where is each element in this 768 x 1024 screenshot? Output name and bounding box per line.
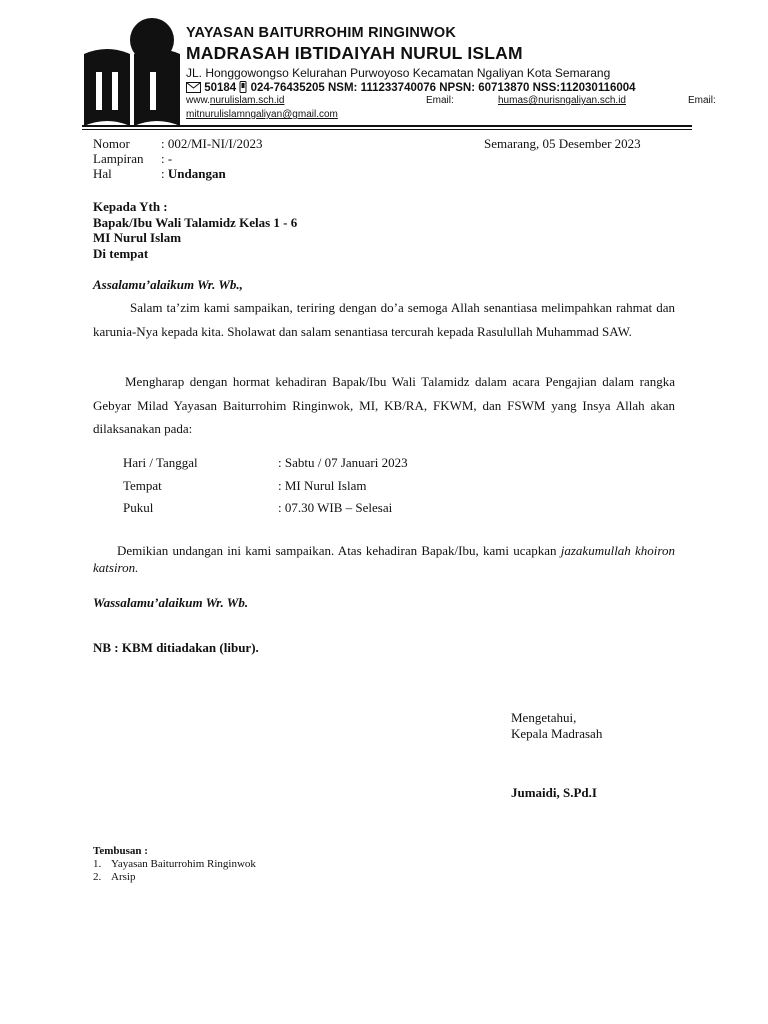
hal-colon: :: [161, 166, 168, 181]
event-details: [123, 452, 408, 520]
greeting: Assalamu’alaikum Wr. Wb.,: [93, 277, 243, 292]
school-name: MADRASAH IBTIDAIYAH NURUL ISLAM: [186, 43, 523, 63]
letterhead: [0, 0, 768, 130]
letter-meta: [93, 136, 262, 181]
email-link-1[interactable]: humas@nurisngaliyan.sch.id: [498, 95, 626, 106]
detail-label: Hari / Tanggal: [123, 455, 198, 470]
cc-num: 2.: [93, 871, 102, 883]
nomor-label: Nomor: [93, 136, 130, 151]
detail-row-date: [123, 452, 408, 475]
farewell: Wassalamu’alaikum Wr. Wb.: [93, 595, 249, 610]
foundation-name: YAYASAN BAITURROHIM RINGINWOK: [186, 25, 457, 41]
lampiran-value: : -: [161, 151, 173, 166]
signature-line-1: Mengetahui,: [511, 710, 577, 725]
recipient-line-3: MI Nurul Islam: [93, 230, 182, 245]
header-divider-thin: [82, 129, 692, 130]
list-item: [93, 871, 256, 884]
cc-num: 1.: [93, 858, 102, 870]
letter-date: Semarang, 05 Desember 2023: [484, 136, 641, 151]
hal-value: Undangan: [167, 166, 226, 181]
school-address: JL. Honggowongso Kelurahan Purwoyoso Kecamatan Ngaliyan Kota Semarang: [186, 66, 611, 80]
detail-row-place: [123, 475, 408, 498]
hal-label: Hal: [93, 166, 112, 181]
note: NB : KBM ditiadakan (libur).: [93, 640, 259, 655]
header-divider-thick: [82, 125, 692, 127]
phone-number: 024-76435205: [250, 82, 325, 94]
paragraph-invitation: Mengharap dengan hormat kehadiran Bapak/Ibu Wali Talamidz dalam acara Pengajian dalam rangka Gebyar Milad Yayasan Baiturrohim Ringinwok, MI, KB/RA, FKWM, dan FSWM yang Insya Allah akan dilaksanakan pada:: [93, 374, 675, 436]
postal-code: 50184: [204, 82, 237, 94]
email-label-2: Email:: [688, 95, 716, 106]
nsm-number: NSM: 111233740076: [327, 82, 437, 94]
signer-name: Jumaidi, S.Pd.I: [511, 785, 597, 800]
detail-label: Tempat: [123, 477, 162, 493]
paragraph-closing: [93, 542, 675, 576]
school-logo-icon: [82, 14, 182, 132]
detail-row-time: [123, 497, 408, 520]
list-item: [93, 858, 256, 871]
website-prefix: www.: [186, 95, 210, 106]
detail-value: : 07.30 WIB – Selesai: [278, 500, 393, 515]
closing-text: Demikian undangan ini kami sampaikan. Atas kehadiran Bapak/Ibu, kami ucapkan: [117, 543, 561, 558]
paragraph-opening: Salam ta’zim kami sampaikan, teriring dengan do’a semoga Allah senantiasa melimpahkan rahmat dan karunia-Nya kepada kita. Sholawat dan salam senantiasa tercurah kepada Rasulullah Muhammad SAW.: [93, 300, 675, 339]
cc-text: Arsip: [111, 871, 136, 883]
nss-number: NSS:112030116004: [532, 82, 636, 94]
web-email-line: [186, 94, 726, 107]
signature-line-2: Kepala Madrasah: [511, 725, 603, 741]
closing-italic: jazakumullah khoiron katsiron.: [93, 543, 675, 575]
detail-value: : MI Nurul Islam: [278, 477, 367, 493]
cc-title: Tembusan :: [93, 845, 148, 857]
detail-label: Pukul: [123, 500, 154, 515]
email-label-1: Email:: [426, 95, 454, 106]
lampiran-label: Lampiran: [93, 151, 144, 166]
detail-value: : Sabtu / 07 Januari 2023: [278, 455, 408, 470]
nomor-value: : 002/MI-NI/I/2023: [161, 136, 263, 151]
cc-block: [93, 845, 256, 884]
signature-block: [511, 710, 602, 741]
npsn-number: NPSN: 60713870: [439, 82, 530, 94]
recipient-block: [93, 199, 297, 261]
email-link-2[interactable]: mitnurulislamngaliyan@gmail.com: [186, 109, 338, 120]
recipient-line-2: Bapak/Ibu Wali Talamidz Kelas 1 - 6: [93, 214, 298, 230]
recipient-line-4: Di tempat: [93, 245, 149, 261]
recipient-line-1: Kepada Yth :: [93, 199, 168, 214]
website-link[interactable]: nurulislam.sch.id: [209, 95, 285, 106]
cc-text: Yayasan Baiturrohim Ringinwok: [111, 858, 256, 870]
